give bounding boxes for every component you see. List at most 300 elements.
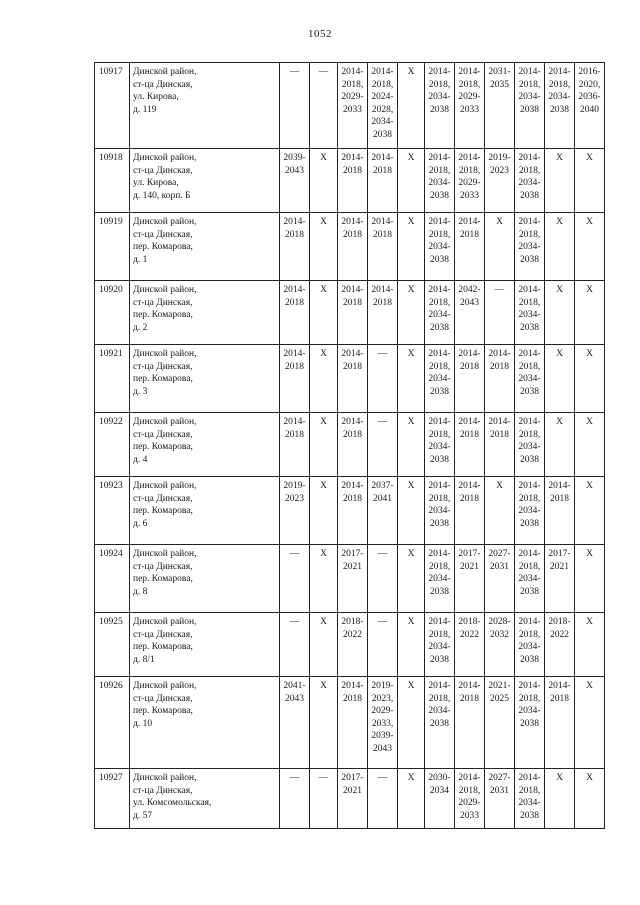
period-cell xyxy=(575,769,605,829)
period-cell xyxy=(545,545,575,613)
period-text: 2014- 2018, 2034- 2038 xyxy=(518,481,541,529)
period-cell xyxy=(310,613,338,677)
row-number-text: 10922 xyxy=(99,417,123,427)
period-cell xyxy=(455,769,485,829)
address-cell xyxy=(130,477,280,545)
period-cell xyxy=(368,281,398,345)
period-text: X xyxy=(407,617,415,627)
period-cell xyxy=(280,545,310,613)
period-text: X xyxy=(586,217,593,227)
period-cell xyxy=(310,213,338,281)
table-row xyxy=(95,677,605,769)
period-cell xyxy=(338,769,368,829)
row-number xyxy=(95,345,130,413)
period-cell xyxy=(310,545,338,613)
period-text: 2014- 2018, 2029- 2033 xyxy=(458,773,481,821)
period-cell xyxy=(425,345,455,413)
period-text: 2014- 2018, 2034- 2038 xyxy=(428,153,451,201)
address-text: Динской район, ст-ца Динская, пер. Комарова, д. 8/1 xyxy=(133,617,197,665)
period-cell xyxy=(515,477,545,545)
period-text: 2014- 2018 xyxy=(283,417,306,440)
period-text: 2014- 2018, 2034- 2038 xyxy=(428,285,451,333)
period-text: 2019- 2023 xyxy=(283,481,306,504)
period-text: 2016- 2020, 2036- 2040 xyxy=(578,67,601,115)
period-cell xyxy=(425,149,455,213)
period-text: X xyxy=(320,153,327,163)
period-text: X xyxy=(586,617,593,627)
period-cell xyxy=(485,477,515,545)
row-number xyxy=(95,63,130,149)
period-cell xyxy=(515,213,545,281)
address-cell xyxy=(130,413,280,477)
period-text: X xyxy=(320,549,327,559)
period-cell xyxy=(338,677,368,769)
period-text: 2018- 2022 xyxy=(548,617,571,640)
period-text: X xyxy=(407,153,415,163)
period-text: X xyxy=(320,481,327,491)
period-cell xyxy=(515,63,545,149)
period-text: 2042- 2043 xyxy=(458,285,481,308)
period-text: 2014- 2018, 2034- 2038 xyxy=(548,67,571,115)
period-cell xyxy=(575,613,605,677)
period-text: 2014- 2018 xyxy=(371,217,394,240)
period-cell xyxy=(398,677,425,769)
period-text: 2027- 2031 xyxy=(488,773,511,796)
row-number xyxy=(95,281,130,345)
period-text: 2014- 2018 xyxy=(458,217,481,240)
period-text: X xyxy=(586,349,593,359)
period-cell xyxy=(398,545,425,613)
period-text: X xyxy=(320,349,327,359)
row-number xyxy=(95,477,130,545)
period-text: — xyxy=(289,549,300,559)
period-cell xyxy=(485,613,515,677)
row-number-text: 10927 xyxy=(99,773,123,783)
row-number-text: 10917 xyxy=(99,67,123,77)
period-text: 2014- 2018 xyxy=(341,153,364,176)
period-text: 2018- 2022 xyxy=(341,617,364,640)
period-cell xyxy=(455,63,485,149)
period-text: X xyxy=(496,217,503,227)
period-text: 2030- 2034 xyxy=(428,773,451,796)
address-cell xyxy=(130,63,280,149)
address-cell xyxy=(130,345,280,413)
period-cell xyxy=(310,63,338,149)
period-text: 2014- 2018, 2024- 2028, 2034- 2038 xyxy=(371,67,394,140)
period-cell xyxy=(545,213,575,281)
period-cell xyxy=(338,613,368,677)
period-cell xyxy=(310,345,338,413)
period-cell xyxy=(338,149,368,213)
period-cell xyxy=(398,281,425,345)
period-text: — xyxy=(377,417,388,427)
row-number-text: 10926 xyxy=(99,681,123,691)
period-cell xyxy=(515,149,545,213)
period-text: X xyxy=(586,153,593,163)
period-text: 2014- 2018 xyxy=(283,285,306,308)
period-text: 2014- 2018, 2034- 2038 xyxy=(428,617,451,665)
period-cell xyxy=(575,213,605,281)
period-cell xyxy=(368,477,398,545)
period-cell xyxy=(455,413,485,477)
period-text: X xyxy=(586,549,593,559)
period-text: 2017- 2021 xyxy=(458,549,481,572)
period-text: 2014- 2018 xyxy=(283,349,306,372)
row-number-text: 10925 xyxy=(99,617,123,627)
period-cell xyxy=(398,149,425,213)
period-cell xyxy=(455,149,485,213)
period-text: 2014- 2018 xyxy=(341,349,364,372)
address-cell xyxy=(130,769,280,829)
period-text: 2021- 2025 xyxy=(488,681,511,704)
period-cell xyxy=(398,213,425,281)
period-text: 2019- 2023 xyxy=(488,153,511,176)
row-number-text: 10924 xyxy=(99,549,123,559)
period-text: 2014- 2018 xyxy=(458,417,481,440)
period-cell xyxy=(545,413,575,477)
period-cell xyxy=(455,545,485,613)
period-text: 2014- 2018, 2034- 2038 xyxy=(428,549,451,597)
period-text: X xyxy=(407,681,415,691)
address-text: Динской район, ст-ца Динская, пер. Комарова, д. 8 xyxy=(133,549,197,597)
period-cell xyxy=(310,149,338,213)
period-text: — xyxy=(289,773,300,783)
period-text: X xyxy=(586,285,593,295)
period-text: 2037- 2041 xyxy=(371,481,394,504)
period-text: 2019- 2023, 2029- 2033, 2039- 2043 xyxy=(371,681,394,754)
period-cell xyxy=(338,345,368,413)
period-text: X xyxy=(320,217,327,227)
period-cell xyxy=(398,63,425,149)
period-cell xyxy=(425,413,455,477)
period-cell xyxy=(545,281,575,345)
period-cell xyxy=(485,677,515,769)
address-text: Динской район, ст-ца Динская, ул. Кирова, д. 140, корп. Б xyxy=(133,153,197,201)
period-text: 2017- 2021 xyxy=(341,773,364,796)
period-text: 2014- 2018 xyxy=(341,217,364,240)
period-text: 2014- 2018, 2034- 2038 xyxy=(518,217,541,265)
period-text: X xyxy=(556,285,563,295)
address-text: Динской район, ст-ца Динская, пер. Комарова, д. 3 xyxy=(133,349,197,397)
period-text: 2039- 2043 xyxy=(283,153,306,176)
period-cell xyxy=(455,677,485,769)
period-text: — xyxy=(377,549,388,559)
schedule-table xyxy=(94,62,605,829)
period-cell xyxy=(575,545,605,613)
period-cell xyxy=(368,545,398,613)
table-row xyxy=(95,769,605,829)
period-text: 2014- 2018 xyxy=(341,481,364,504)
period-text: X xyxy=(407,67,415,77)
period-text: — xyxy=(377,773,388,783)
period-cell xyxy=(310,677,338,769)
period-text: — xyxy=(289,67,300,77)
period-text: X xyxy=(556,349,563,359)
table-row xyxy=(95,477,605,545)
page-number: 1052 xyxy=(308,28,332,40)
period-text: 2014- 2018, 2029- 2033 xyxy=(458,153,481,201)
table-row xyxy=(95,545,605,613)
period-cell xyxy=(575,281,605,345)
period-cell xyxy=(485,545,515,613)
period-text: 2014- 2018 xyxy=(341,681,364,704)
period-cell xyxy=(425,63,455,149)
period-cell xyxy=(515,677,545,769)
period-text: X xyxy=(320,417,327,427)
row-number-text: 10919 xyxy=(99,217,123,227)
period-cell xyxy=(368,413,398,477)
address-text: Динской район, ст-ца Динская, пер. Комарова, д. 2 xyxy=(133,285,197,333)
table-row xyxy=(95,63,605,149)
period-cell xyxy=(515,769,545,829)
period-text: 2014- 2018 xyxy=(458,481,481,504)
period-cell xyxy=(485,149,515,213)
address-text: Динской район, ст-ца Динская, пер. Комарова, д. 6 xyxy=(133,481,197,529)
period-cell xyxy=(455,345,485,413)
period-cell xyxy=(398,613,425,677)
period-cell xyxy=(280,213,310,281)
period-cell xyxy=(398,477,425,545)
period-cell xyxy=(425,213,455,281)
period-text: 2017- 2021 xyxy=(548,549,571,572)
period-text: 2014- 2018, 2034- 2038 xyxy=(518,773,541,821)
period-text: 2031- 2035 xyxy=(488,67,511,90)
period-text: 2028- 2032 xyxy=(488,617,511,640)
period-text: — xyxy=(318,773,329,783)
period-text: — xyxy=(289,617,300,627)
period-text: 2014- 2018, 2029- 2033 xyxy=(458,67,481,115)
period-cell xyxy=(425,281,455,345)
period-cell xyxy=(398,769,425,829)
period-cell xyxy=(485,63,515,149)
period-cell xyxy=(368,613,398,677)
row-number xyxy=(95,413,130,477)
period-cell xyxy=(575,413,605,477)
period-text: X xyxy=(320,681,327,691)
period-cell xyxy=(310,281,338,345)
period-cell xyxy=(425,477,455,545)
period-cell xyxy=(280,63,310,149)
period-cell xyxy=(575,149,605,213)
period-text: 2014- 2018, 2034- 2038 xyxy=(518,681,541,729)
period-cell xyxy=(545,63,575,149)
period-cell xyxy=(425,677,455,769)
period-cell xyxy=(545,613,575,677)
period-cell xyxy=(398,345,425,413)
address-cell xyxy=(130,613,280,677)
period-text: X xyxy=(407,549,415,559)
address-cell xyxy=(130,213,280,281)
period-text: 2041- 2043 xyxy=(283,681,306,704)
table-body xyxy=(95,63,605,829)
period-cell xyxy=(280,413,310,477)
table-row xyxy=(95,613,605,677)
period-text: — xyxy=(318,67,329,77)
row-number xyxy=(95,677,130,769)
period-cell xyxy=(368,213,398,281)
table-row xyxy=(95,281,605,345)
period-text: X xyxy=(407,349,415,359)
period-cell xyxy=(515,281,545,345)
address-text: Динской район, ст-ца Динская, ул. Комсомольская, д. 57 xyxy=(133,773,212,821)
period-text: 2014- 2018, 2034- 2038 xyxy=(518,549,541,597)
period-cell xyxy=(545,345,575,413)
period-text: — xyxy=(494,285,505,295)
period-text: X xyxy=(586,681,593,691)
row-number xyxy=(95,149,130,213)
period-text: 2014- 2018, 2034- 2038 xyxy=(428,217,451,265)
row-number-text: 10918 xyxy=(99,153,123,163)
period-text: X xyxy=(407,217,415,227)
period-text: 2017- 2021 xyxy=(341,549,364,572)
period-text: 2014- 2018, 2034- 2038 xyxy=(428,481,451,529)
period-cell xyxy=(515,345,545,413)
address-text: Динской район, ст-ца Динская, пер. Комарова, д. 1 xyxy=(133,217,197,265)
period-cell xyxy=(310,477,338,545)
period-text: 2014- 2018 xyxy=(458,349,481,372)
period-cell xyxy=(425,545,455,613)
period-cell xyxy=(280,677,310,769)
row-number-text: 10921 xyxy=(99,349,123,359)
period-cell xyxy=(280,477,310,545)
period-cell xyxy=(338,545,368,613)
period-cell xyxy=(455,213,485,281)
period-text: 2014- 2018, 2034- 2038 xyxy=(428,681,451,729)
period-cell xyxy=(280,345,310,413)
period-cell xyxy=(338,213,368,281)
period-text: X xyxy=(407,773,415,783)
row-number xyxy=(95,769,130,829)
period-text: X xyxy=(407,481,415,491)
period-text: 2014- 2018 xyxy=(458,681,481,704)
address-text: Динской район, ст-ца Динская, пер. Комарова, д. 4 xyxy=(133,417,197,465)
period-cell xyxy=(310,413,338,477)
period-text: 2014- 2018 xyxy=(341,417,364,440)
address-cell xyxy=(130,281,280,345)
period-text: 2014- 2018 xyxy=(488,349,511,372)
period-text: 2014- 2018, 2034- 2038 xyxy=(518,617,541,665)
period-cell xyxy=(485,769,515,829)
period-cell xyxy=(338,281,368,345)
address-text: Динской район, ст-ца Динская, пер. Комарова, д. 10 xyxy=(133,681,197,729)
period-text: 2014- 2018, 2029- 2033 xyxy=(341,67,364,115)
period-text: 2027- 2031 xyxy=(488,549,511,572)
period-cell xyxy=(575,345,605,413)
period-cell xyxy=(515,413,545,477)
period-text: 2014- 2018 xyxy=(371,153,394,176)
period-cell xyxy=(280,149,310,213)
row-number-text: 10920 xyxy=(99,285,123,295)
period-text: — xyxy=(377,617,388,627)
address-cell xyxy=(130,677,280,769)
period-text: 2014- 2018, 2034- 2038 xyxy=(518,349,541,397)
period-cell xyxy=(485,345,515,413)
period-text: — xyxy=(377,349,388,359)
period-text: 2014- 2018 xyxy=(548,481,571,504)
table-row xyxy=(95,413,605,477)
period-cell xyxy=(338,477,368,545)
period-text: X xyxy=(320,285,327,295)
period-text: 2018- 2022 xyxy=(458,617,481,640)
period-cell xyxy=(425,769,455,829)
period-cell xyxy=(310,769,338,829)
period-cell xyxy=(575,63,605,149)
period-text: X xyxy=(586,773,593,783)
period-cell xyxy=(455,281,485,345)
period-cell xyxy=(455,477,485,545)
period-text: 2014- 2018 xyxy=(488,417,511,440)
period-text: 2014- 2018, 2034- 2038 xyxy=(428,67,451,115)
period-text: 2014- 2018 xyxy=(283,217,306,240)
period-cell xyxy=(545,769,575,829)
period-cell xyxy=(545,677,575,769)
period-cell xyxy=(280,281,310,345)
period-cell xyxy=(515,545,545,613)
period-cell xyxy=(545,149,575,213)
row-number-text: 10923 xyxy=(99,481,123,491)
period-text: 2014- 2018 xyxy=(341,285,364,308)
period-text: 2014- 2018, 2034- 2038 xyxy=(518,67,541,115)
period-cell xyxy=(455,613,485,677)
address-cell xyxy=(130,149,280,213)
period-text: 2014- 2018, 2034- 2038 xyxy=(428,349,451,397)
period-text: 2014- 2018, 2034- 2038 xyxy=(518,285,541,333)
row-number xyxy=(95,213,130,281)
row-number xyxy=(95,545,130,613)
period-text: X xyxy=(496,481,503,491)
period-text: 2014- 2018 xyxy=(371,285,394,308)
table-row xyxy=(95,345,605,413)
period-cell xyxy=(368,345,398,413)
period-cell xyxy=(515,613,545,677)
period-cell xyxy=(338,413,368,477)
period-cell xyxy=(368,677,398,769)
period-cell xyxy=(575,677,605,769)
period-cell xyxy=(398,413,425,477)
table-row xyxy=(95,213,605,281)
period-cell xyxy=(368,769,398,829)
period-text: X xyxy=(407,417,415,427)
period-text: 2014- 2018 xyxy=(548,681,571,704)
period-text: X xyxy=(556,773,563,783)
period-cell xyxy=(485,213,515,281)
period-cell xyxy=(575,477,605,545)
row-number xyxy=(95,613,130,677)
address-cell xyxy=(130,545,280,613)
period-cell xyxy=(338,63,368,149)
period-text: X xyxy=(556,417,563,427)
period-text: X xyxy=(586,417,593,427)
period-text: 2014- 2018, 2034- 2038 xyxy=(428,417,451,465)
period-text: X xyxy=(320,617,327,627)
period-cell xyxy=(280,769,310,829)
period-cell xyxy=(425,613,455,677)
period-text: 2014- 2018, 2034- 2038 xyxy=(518,153,541,201)
period-text: 2014- 2018, 2034- 2038 xyxy=(518,417,541,465)
address-text: Динской район, ст-ца Динская, ул. Кирова, д. 119 xyxy=(133,67,197,115)
period-cell xyxy=(485,413,515,477)
period-cell xyxy=(545,477,575,545)
period-cell xyxy=(485,281,515,345)
table-row xyxy=(95,149,605,213)
period-text: X xyxy=(556,153,563,163)
period-text: X xyxy=(407,285,415,295)
period-text: X xyxy=(556,217,563,227)
period-cell xyxy=(280,613,310,677)
period-text: X xyxy=(586,481,593,491)
period-cell xyxy=(368,63,398,149)
period-cell xyxy=(368,149,398,213)
